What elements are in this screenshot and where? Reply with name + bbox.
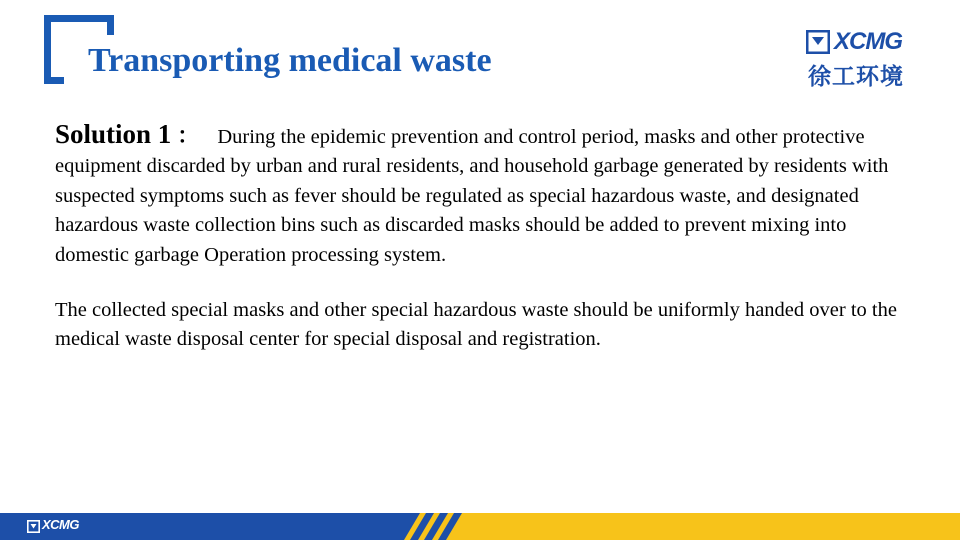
footer-logo-text: XCMG: [42, 517, 79, 532]
solution-label: Solution 1: [55, 119, 172, 149]
paragraph-1-text: During the epidemic prevention and control period, masks and other protective equipment discarded by urban and rural residents, and household garbage generated by residents with suspected symptoms such as fever should be regulated as special hazardous waste, and designated hazardous waste collection bins such as discarded masks should be added to prevent mixing into domestic garbage Operation processing system.: [55, 126, 889, 266]
footer-stripes: [0, 513, 960, 540]
logo-chinese-text: 徐工环境: [808, 64, 904, 90]
footer-band: [0, 513, 960, 540]
paragraph-2: The collected special masks and other special hazardous waste should be uniformly handed over to the medical waste disposal center for special disposal and registration.: [55, 299, 897, 351]
xcmg-emblem-icon: [806, 30, 830, 54]
solution-colon: ：: [177, 123, 200, 148]
xcmg-logo: [806, 30, 918, 88]
paragraph-solution-1: [55, 120, 905, 270]
slide-title: Transporting medical waste: [88, 42, 492, 79]
slide-body: [55, 120, 905, 355]
footer-xcmg-emblem-icon: [27, 520, 40, 533]
logo-text: XCMG: [834, 28, 902, 55]
